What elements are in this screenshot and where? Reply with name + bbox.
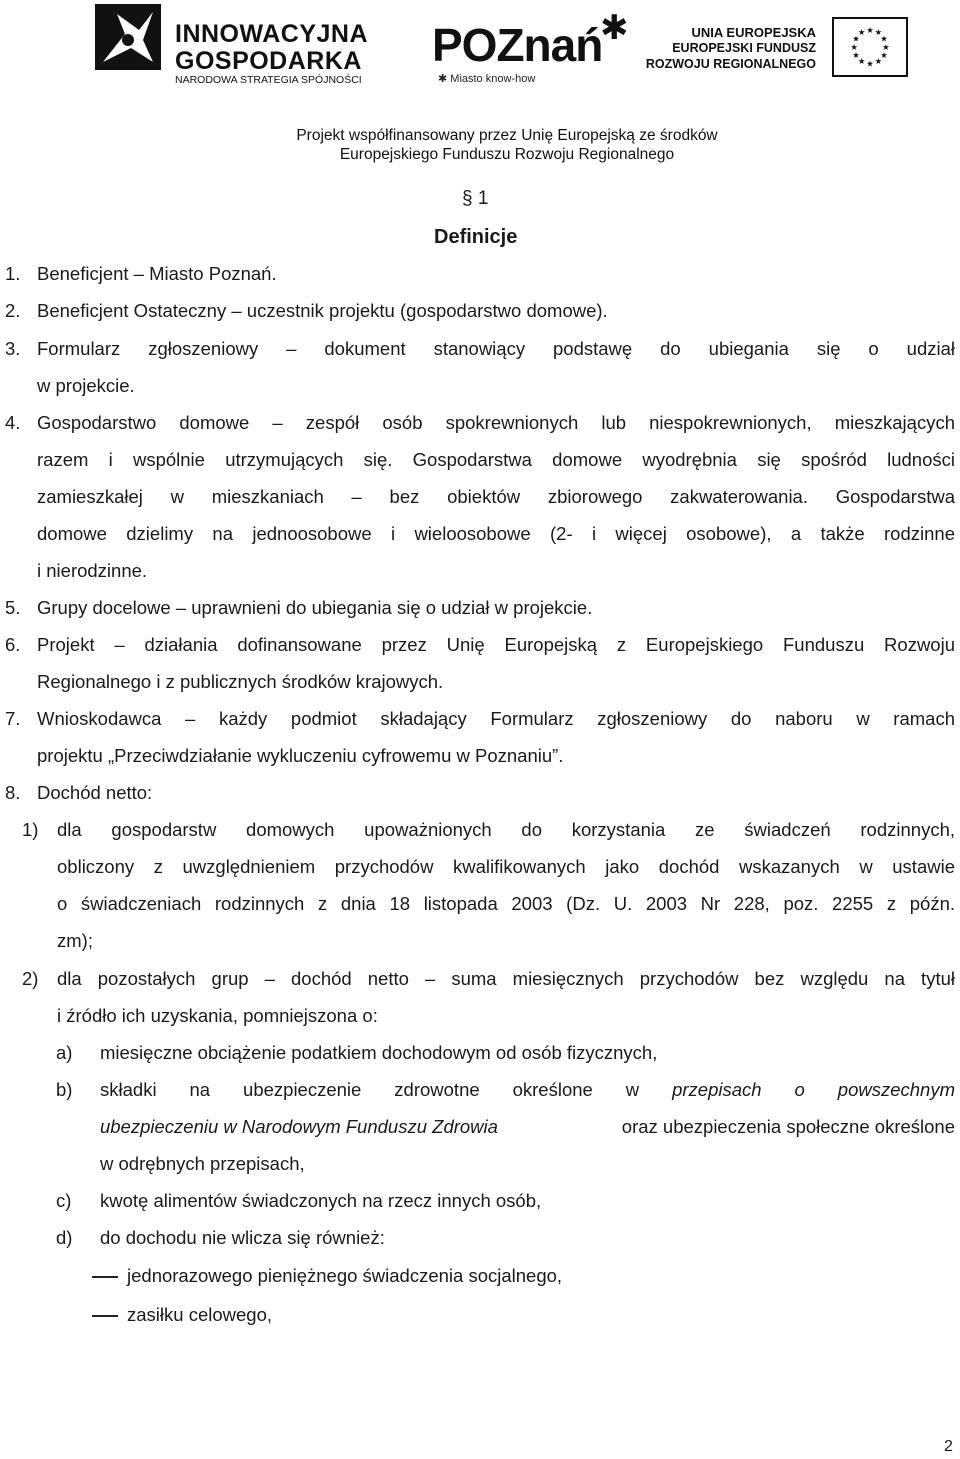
item-text: Grupy docelowe – uprawnieni do ubiegania się o udział w projekcie. [37, 597, 593, 618]
letter-marker: a) [56, 1042, 73, 1063]
eu-logo [645, 17, 920, 82]
cofinancing-line1: Projekt współfinansowany przez Unię Europejską ze środków [296, 127, 718, 144]
dash-item-text: jednorazowego pieniężnego świadczenia socjalnego, [127, 1265, 563, 1286]
item-text: domowe dzielimy na jednoosobowe i wieloosobowe (2- i więcej osobowe), a także rodzinne [37, 523, 955, 544]
poznan-logo [432, 9, 632, 85]
item-text: razem i wspólnie utrzymujących się. Gospodarstwa domowe wyodrębnia się spośród ludności [37, 449, 955, 470]
letter-marker: d) [56, 1227, 73, 1248]
letter-text: do dochodu nie wlicza się również: [100, 1227, 385, 1248]
item-text: Regionalnego i z publicznych środków krajowych. [37, 671, 444, 692]
item-number: 8. [5, 782, 21, 803]
letter-text: miesięczne obciążenie podatkiem dochodowym od osób fizycznych, [100, 1042, 658, 1063]
section-symbol-text: § 1 [462, 188, 489, 209]
subitem-text: dla pozostałych grup – dochód netto – suma miesięcznych przychodów bez względu na tytuł [57, 968, 955, 989]
item-number: 2. [5, 300, 21, 321]
logo-left-line3: NARODOWA STRATEGIA SPÓJNOŚCI [175, 74, 362, 86]
svg-text:★: ★ [882, 41, 890, 52]
letter-text-b-line2 [100, 1116, 955, 1138]
letter-marker: c) [56, 1190, 72, 1211]
svg-text:★: ★ [874, 26, 883, 37]
logo-right-line3: ROZWOJU REGIONALNEGO [645, 57, 816, 71]
item-number: 3. [5, 338, 21, 359]
svg-text:★: ★ [880, 50, 888, 61]
logo-center-name: POZnań [432, 19, 603, 71]
subitem-text: i źródło ich uzyskania, pomniejszona o: [57, 1005, 378, 1026]
item-text: Beneficjent – Miasto Poznań. [37, 263, 277, 284]
svg-text:★: ★ [850, 41, 858, 52]
item-text: Dochód netto: [37, 782, 153, 803]
item-text: w projekcie. [37, 375, 135, 396]
letter-text: kwotę alimentów świadczonych na rzecz innych osób, [100, 1190, 542, 1211]
poznan-asterisk-icon: ✱ [600, 9, 629, 47]
section-heading: Definicje [434, 226, 518, 248]
page-number: 2 [944, 1438, 953, 1455]
subitem-text: zm); [57, 930, 93, 951]
item-text: projektu „Przeciwdziałanie wykluczeniu cyfrowemu w Poznaniu”. [37, 745, 564, 766]
svg-text:★: ★ [857, 55, 866, 66]
letter-text: w odrębnych przepisach, [100, 1153, 305, 1174]
logo-right-line1: UNIA EUROPEJSKA [691, 25, 816, 40]
item-text: Gospodarstwo domowe – zespół osób spokrewnionych lub niespokrewnionych, mieszkających [37, 412, 955, 433]
letter-marker: b) [56, 1079, 73, 1100]
svg-text:★: ★ [874, 55, 883, 66]
letter-b-pre: składki na ubezpieczenie zdrowotne określone w [100, 1079, 640, 1100]
svg-text:★: ★ [880, 33, 888, 44]
eu-flag-icon [832, 17, 908, 77]
item-text: zamieszkałej w mieszkaniach – bez obiektów zbiorowego zakwaterowania. Gospodarstwa [37, 486, 955, 507]
innowacyjna-gospodarka-logo [95, 4, 395, 86]
tagline-text: Miasto know-how [450, 73, 536, 85]
item-text: Wnioskodawca – każdy podmiot składający Formularz zgłoszeniowy do naboru w ramach [37, 708, 955, 729]
item-text: Formularz zgłoszeniowy – dokument stanowiący podstawę do ubiegania się o udział [37, 338, 955, 359]
dash-bullet [92, 1276, 118, 1278]
item-text: i nierodzinne. [37, 560, 148, 581]
item-text: Beneficjent Ostateczny – uczestnik projektu (gospodarstwo domowe). [37, 300, 608, 321]
letter-b-em1: przepisach o powszechnym [672, 1079, 955, 1100]
logo-right-line2: EUROPEJSKI FUNDUSZ [672, 41, 816, 55]
subitem-text: dla gospodarstw domowych upoważnionych do korzystania ze świadczeń rodzinnych, [57, 819, 955, 840]
subitem-number: 2) [22, 968, 39, 989]
subitem-text: obliczony z uwzględnieniem przychodów kwalifikowanych jako dochód wskazanych w ustawie [57, 856, 955, 877]
item-number: 1. [5, 263, 21, 284]
logo-center-tagline: ✱ Miasto know-how [438, 73, 536, 85]
item-number: 4. [5, 412, 21, 433]
svg-text:★: ★ [857, 26, 866, 37]
logo-left-line1: INNOWACYJNA [175, 20, 369, 48]
item-number: 6. [5, 634, 21, 655]
svg-text:★: ★ [852, 50, 860, 61]
page-header [0, 0, 960, 170]
letter-b-rest: oraz ubezpieczenia społeczne określone [621, 1116, 955, 1137]
item-text: Projekt – działania dofinansowane przez Unię Europejską z Europejskiego Funduszu Rozwoju [37, 634, 955, 655]
svg-text:★: ★ [866, 25, 874, 35]
svg-text:★: ★ [866, 58, 874, 69]
subitem-number: 1) [22, 819, 39, 840]
letter-b-em2: ubezpieczeniu w Narodowym Funduszu Zdrowia [100, 1116, 498, 1137]
svg-text:★: ★ [852, 33, 860, 44]
logo-left-line2: GOSPODARKA [175, 47, 362, 75]
dash-bullet [92, 1315, 118, 1317]
letter-text-b-line1 [100, 1079, 955, 1101]
subitem-text: o świadczeniach rodzinnych z dnia 18 listopada 2003 (Dz. U. 2003 Nr 228, poz. 2255 z późn. [57, 893, 955, 914]
dash-item-text: zasiłku celowego, [127, 1304, 272, 1325]
cofinancing-line2: Europejskiego Funduszu Rozwoju Regionalnego [339, 146, 675, 163]
item-number: 7. [5, 708, 21, 729]
innovative-economy-mark-icon [95, 4, 161, 70]
item-number: 5. [5, 597, 21, 618]
